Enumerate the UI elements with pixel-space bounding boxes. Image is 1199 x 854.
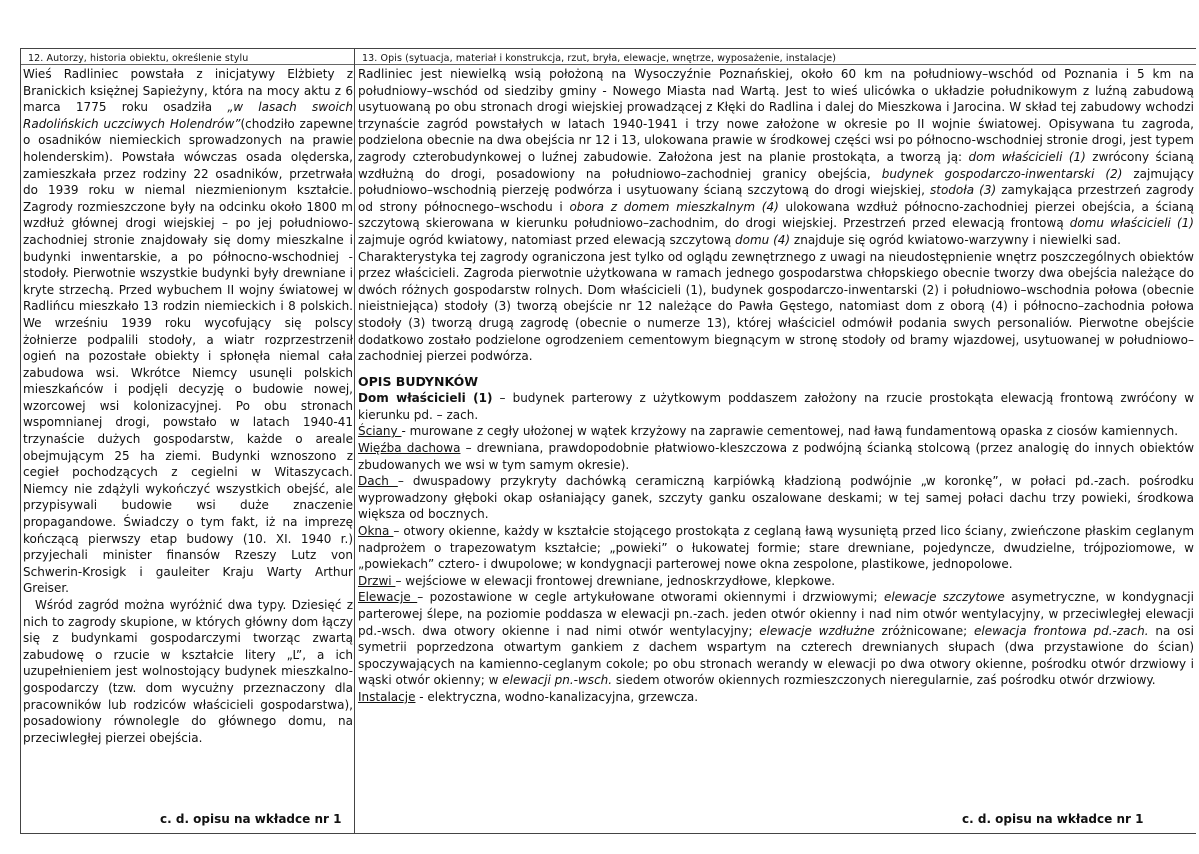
bottom-border [20, 833, 1196, 834]
text-run: siedem otworów okiennych rozmieszczonych nieregularnie, zaś pośrodku otwór drzwiowy. [612, 673, 1156, 688]
right-continuation-note: c. d. opisu na wkładce nr 1 [962, 812, 1144, 826]
text-run: Więźba dachowa [358, 441, 461, 456]
text-run: – wejściowe w elewacji frontowej drewniane, jednoskrzydłowe, klepkowe. [395, 573, 836, 588]
text-run: Radliniec jest niewielką wsią położoną na Wysoczyźnie Poznańskiej, około 60 km na południowy–wschód od Poznania i 5 km na południowy–wschód od siedziby gminy - Nowego Miasta nad Wartą. Jest to wieś ulicówka o układzie południkowym z luźną zabudową usytuowaną po obu stronach drogi wiejskiej prowadzącej z Kłęki do Radlina i dalej do Mieszkowa i Jarocina. W skład tej zabudowy wchodzi trzynaście zagród powstałych w latach 1940-1941 i trzy nowe założone w okresie po II wojnie światowej. Opisywana tu zagroda, podzielona obecnie na dwa obejścia nr 12 i 13, ulokowana prawie w środkowej części wsi po północno-wschodniej stronie drogi, jest typem zagrody czterobudynkowej o luźnej zabudowie. Założona jest na planie prostokąta, a tworzą ją: [358, 67, 1194, 164]
text-run: Okna [358, 524, 394, 539]
item-dach [358, 473, 1194, 523]
item-instalacje [358, 689, 1194, 706]
item-wiezba [358, 440, 1194, 473]
text-run: elewacji pn.-wsch. [502, 673, 613, 688]
text-run: Wieś Radliniec powstała z inicjatywy Elżbiety z Branickich księżnej Sapieżyny, która na mocy aktu z 6 marca 1775 roku osadziła [23, 67, 353, 115]
item-dom [358, 390, 1194, 423]
text-run: na osi symetrii poprzedzona otwartym gankiem z dachem wspartym na czterech drewnianych słupach (dwa przystawione do ścian) spoczywających na kamienno-ceglanym cokole; po obu stronach werandy w elewacji po dwa otwory okienne, pośrodku otwór drzwiowy i wąski otwór okienny; w [358, 623, 1195, 688]
left-border [20, 48, 21, 834]
text-run: – otwory okienne, każdy w kształcie stojącego prostokąta z ceglaną ławą wysuniętą przed lico ściany, zwieńczone płaskim ceglanym nadprożem o trapezowatym kształcie; „powieki” o łukowatej formie; stare drewniane, pojedyncze, dwudzielne, trójpoziomowe, w „powiekach” cztero- i dwupolowe; w kondygnacji parterowej nowe okna zespolone, plastikowe, jednopolowe. [358, 524, 1195, 572]
text-run: Dom właścicieli (1) [358, 391, 493, 406]
history-paragraph-1 [23, 66, 353, 597]
section-title: OPIS BUDYNKÓW [358, 373, 478, 389]
text-run: domu właścicieli (1) [1069, 216, 1194, 231]
text-run: zajmujący południowo–wschodnią pierzeję podwórza i usytuowany ścianą szczytową do drogi wiejskiej, [358, 166, 1195, 198]
history-paragraph-2 [23, 597, 353, 746]
text-run: domu (4) [735, 232, 791, 247]
text-run: elewacje wzdłużne [759, 623, 875, 638]
item-okna [358, 523, 1194, 573]
right-column-header: 13. Opis (sytuacja, materiał i konstrukcja, rzut, bryła, elewacje, wnętrze, wyposażenie, instalacje) [362, 53, 837, 64]
right-column-text [358, 66, 1194, 706]
text-run: zajmuje ogród kwiatowy, natomiast przed elewacją szczytową [358, 232, 736, 247]
text-run: – dwuspadowy przykryty dachówką ceramiczną karpiówką kładzioną podwójnie „w koronkę”, w połaci pd.-zach. pośrodku wyprowadzony głęboki okap osłaniający ganek, szczyty ganku oszalowane deskami; w tej samej połaci dachu trzy powieki, środkowa większa od bocznych. [358, 474, 1194, 522]
text-run: zamykająca przestrzeń zagrody od strony północnego–wschodu i [358, 183, 1195, 214]
text-run: Charakterystyka tej zagrody ograniczona jest tylko od oglądu zewnętrznego z uwagi na nieudostępnienie wnętrz poszczególnych obiektów przez właścicieli. Zagroda pierwotnie użytkowana w ramach jednego gospodarstwa chłopskiego obecnie tworzy dwa obejścia należące do dwóch różnych gospodarstw rolnych. Dom właścicieli (1), budynek gospodarczo-inwentarski (2) i południowo–wschodnia połowa (obecnie nieistniejąca) stodoły (3) tworzą obejście nr 12 należące do Pawła Gęstego, natomiast dom z oborą (4) i północno–zachodnia połowa stodoły (3) tworzą drugą zagrodę (obecnie o numerze 13), której właściciel odmówił podania swych personaliów. Pierwotne obejście dodatkowo zostało podzielone ogrodzeniem cementowym biegnącym w stronę stodoły od bramy wjazdowej, usytuowanej w południowo–zachodniej pierzei podwórza. [358, 249, 1194, 364]
text-run: stodoła (3) [930, 183, 997, 198]
text-run: zróżnicowane; [874, 623, 975, 638]
text-run: – budynek parterowy z użytkowym poddaszem założony na rzucie prostokąta elewacją frontową zwróćony w kierunku pd. – zach. [358, 391, 1195, 422]
text-run: Wśród zagród można wyróżnić dwa typy. Dziesięć z nich to zagrody skupione, w których główny dom łączy się z budynkami gospodarczymi tworząc zwartą zabudowę o rzucie w kształcie litery „L”, a ich uzupełnieniem jest wolnostojący budynek mieszkalno-gospodarczy (tzw. dom wycużny przeznaczony dla pracowników lub rodziców właścicieli gospodarstwa), posadowiony równolegle do głównego domu, na przeciwległej pierzei obejścia. [23, 598, 353, 745]
text-run: dom właścicieli (1) [968, 149, 1086, 164]
item-sciany [358, 423, 1194, 440]
text-run: asymetryczne, w kondygnacji parterowej ślepe, na poziomie poddasza w elewacji pn.-zach. jeden otwór okienny i nad nim otwór wentylacyjny, w przeciwległej elewacji pd.-wsch. dwa otwory okienne i nad nimi otwór wentylacyjny; [358, 590, 1194, 638]
text-run: Ściany [358, 424, 402, 439]
left-column-header: 12. Autorzy, historia obiektu, określenie stylu [28, 53, 249, 64]
text-run: budynek gospodarczo-inwentarski (2) [881, 166, 1123, 181]
description-paragraph-1 [358, 66, 1194, 249]
text-run: – drewniana, prawdopodobnie płatwiowo-kleszczowa z podwójną ścianką stolcową (przez analogię do innych obiektów zbudowanych we wsi w tym samym okresie). [358, 441, 1195, 472]
text-run: Elewacje [358, 590, 418, 605]
text-run: zwrócony ścianą wzdłużną do drogi, posadowiony na południowo–zachodniej granicy obejścia, [358, 149, 1194, 181]
text-run: „w lasach swoich Radolińskich uczciwych Holendrów” [23, 100, 353, 131]
item-elewacje [358, 589, 1194, 689]
top-border [20, 48, 1196, 49]
left-continuation-note: c. d. opisu na wkładce nr 1 [160, 812, 342, 826]
left-column-text [23, 66, 353, 746]
text-run: obora z domem mieszkalnym (4) [569, 199, 779, 214]
text-run: ulokowana wzdłuż północno-zachodniej pierzei obejścia, a ścianą szczytową skierowana w kierunku południowo–zachodnim, do drogi wiejskiej. Przestrzeń przed elewacją frontową [358, 199, 1195, 231]
form-sheet [20, 48, 1196, 834]
text-run: znajduje się ogród kwiatowo-warzywny i niewielki sad. [790, 232, 1121, 247]
text-run: elewacja frontowa pd.-zach. [974, 623, 1149, 638]
column-divider [354, 48, 355, 834]
text-run: – pozostawione w cegle artykułowane otworami okiennymi i drzwiowymi; [417, 590, 884, 605]
header-underline [20, 64, 1196, 65]
text-run: Drzwi [358, 573, 396, 588]
text-run: - murowane z cegły ułożonej w wątek krzyżowy na zaprawie cementowej, nad ławą fundamentową opaska z ciosów kamiennych. [401, 424, 1179, 439]
description-paragraph-2 [358, 249, 1194, 365]
text-run: Instalacje [358, 689, 416, 704]
item-drzwi [358, 573, 1194, 590]
text-run: (chodziło zapewne o osadników niemieckich sprowadzonych na prawie holenderskim). Powstała wówczas osada olęderska, zamieszkała przez rodziny 22 osadników, przetrwała do 1939 roku w niemal niezmienionym kształcie. Zagrody rozmieszczone były na odcinku około 1800 m wzdłuż głównej drogi wiejskiej – po jej południowo-zachodniej stronie znajdowały się domy mieszkalne i budynki inwentarskie, a po północno-wschodniej - stodoły. Pierwotnie wszystkie budynki były drewniane i kryte strzechą. Przed wybuchem II wojny światowej w Radlińcu mieszkało 13 rodzin niemieckich i 8 polskich. We wrześniu 1939 roku wycofujący się polscy żołnierze podpalili stodoły, a wiatr rozprzestrzenił ogień na pozostałe obiekty i spłonęła niemal cała zabudowa wsi. Wkrótce Niemcy usunęli polskich mieszkańców i podjęli decyzję o budowie nowej, wzorcowej wsi kolonizacyjnej. Po obu stronach wspomnianej drogi, powstało w latach 1940-41 trzynaście dużych gospodarstw, każde o areale obejmującym 25 ha ziemi. Budynki wznoszono z cegieł pochodzących z cegielni w Witaszycach. Niemcy nie zdążyli wykończyć wszystkich obejść, ale przypisywali budowie wsi duże znaczenie propagandowe. Świadczy o tym fakt, iż na imprezę kończącą pierwszy etap budowy (10. XI. 1940 r.) przyjechali minister finansów Rzeszy Lutz von Schwerin-Krosigk i gauleiter Kraju Warty Arthur Greiser. [23, 116, 353, 596]
text-run: Dach [358, 474, 398, 489]
text-run: elewacje szczytowe [883, 590, 1005, 605]
text-run: - elektryczna, wodno-kanalizacyjna, grzewcza. [415, 689, 699, 704]
